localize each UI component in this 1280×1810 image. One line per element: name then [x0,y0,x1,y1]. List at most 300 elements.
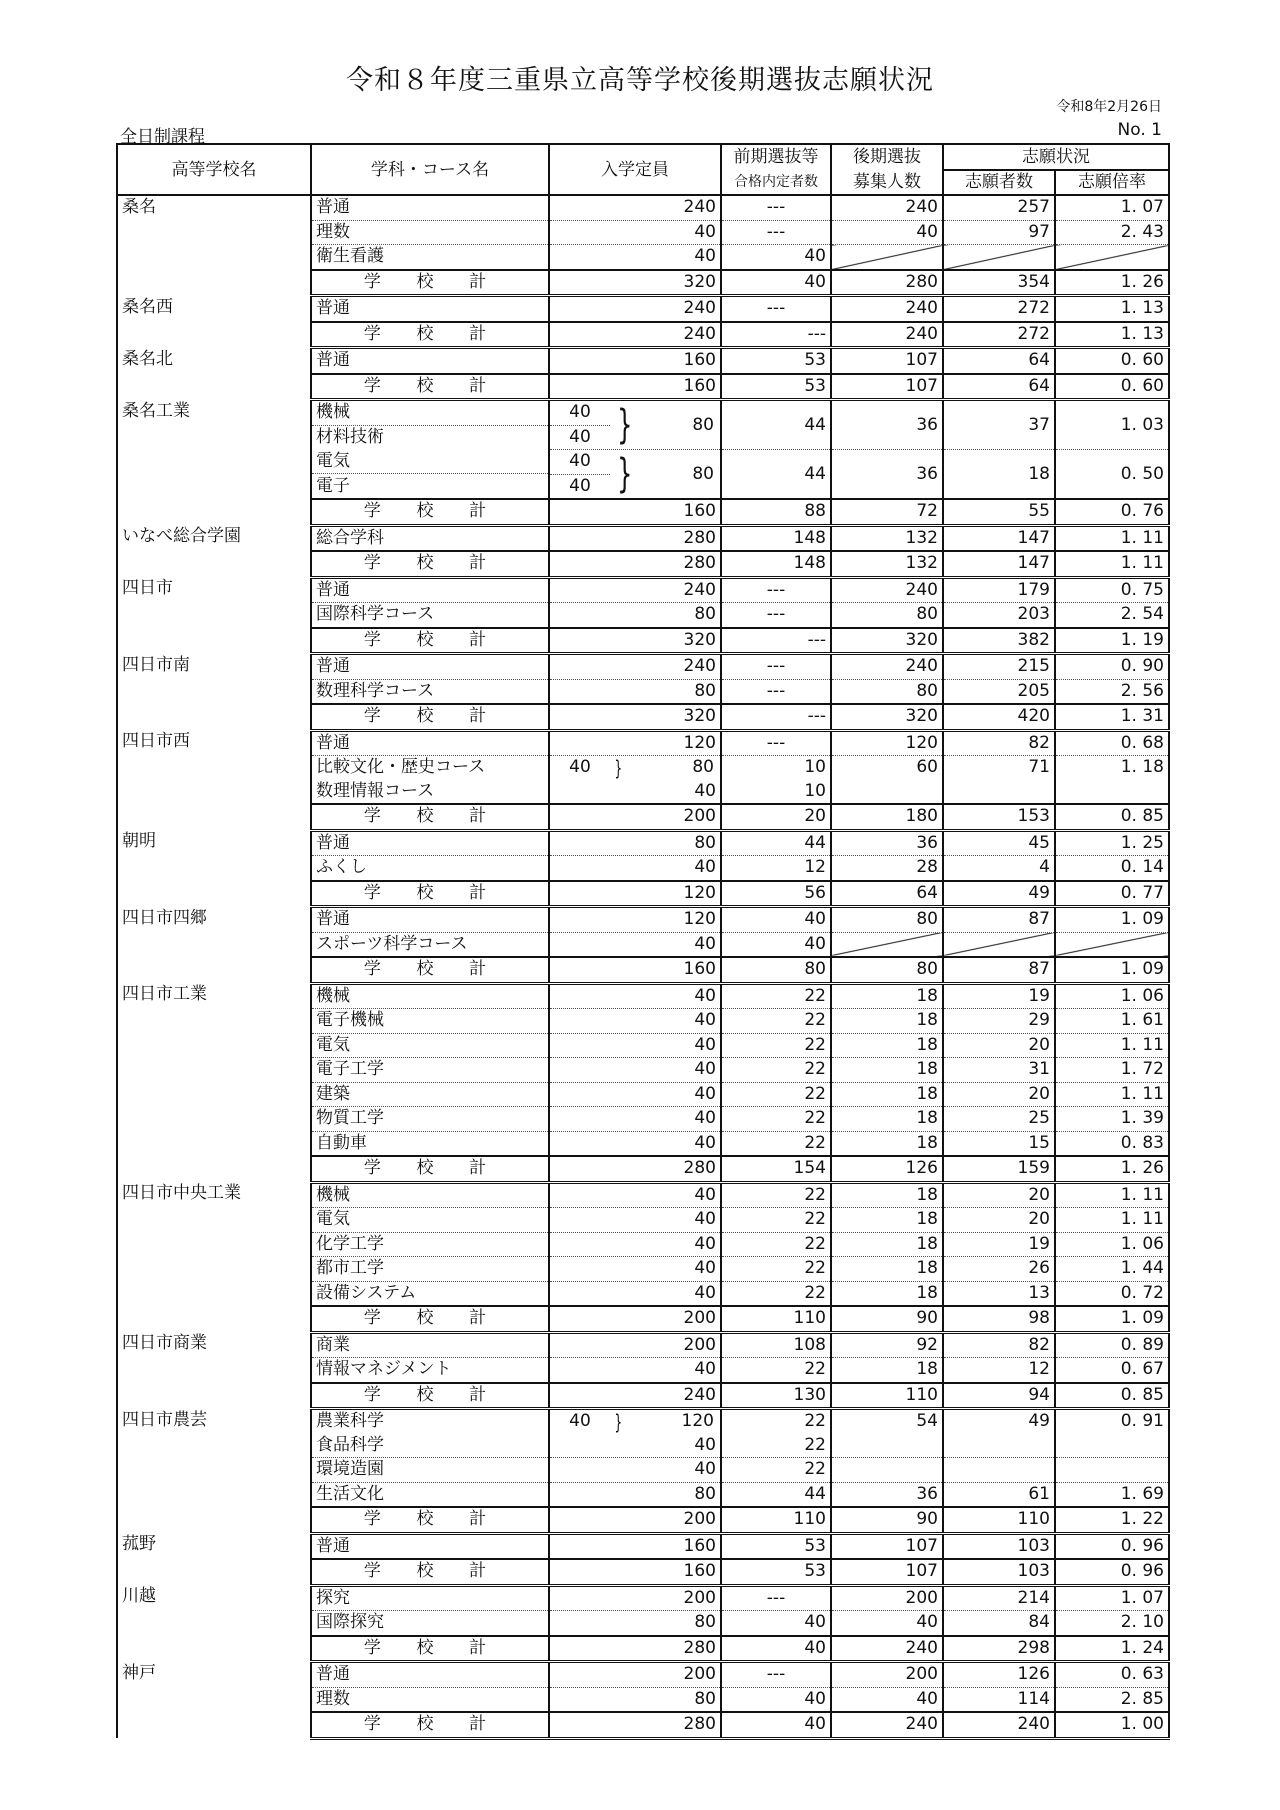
ratio: 1. 11 [1055,525,1169,551]
course-name: 国際科学コース [311,603,549,628]
capacity: 40 [549,1232,721,1257]
applicants: 64 [943,374,1055,400]
course-name: 比較文化・歴史コース [311,756,549,780]
applicants: 103 [943,1559,1055,1585]
course-name: 普通 [311,907,549,933]
late-quota [831,1458,943,1483]
school-name: 川越 [117,1585,311,1662]
ratio: 1. 31 [1055,704,1169,730]
ratio: 1. 11 [1055,1033,1169,1058]
early-admitted: 148 [721,525,831,551]
table-row [117,983,1169,1009]
early-admitted: 22 [721,1033,831,1058]
early-admitted: 22 [721,1358,831,1383]
group-capacity: 80 [692,414,714,435]
ratio: 1. 13 [1055,322,1169,348]
total-label [311,704,549,730]
total-label-char: 校 [416,1561,434,1582]
course-name: 環境造園 [311,1458,549,1483]
capacity: 240 [549,296,721,322]
course-name: 普通 [311,730,549,756]
late-quota: 132 [831,551,943,577]
applicants: 82 [943,730,1055,756]
course-name: 理数 [311,220,549,245]
course-name: ふくし [311,856,549,881]
ratio: 0. 67 [1055,1358,1169,1383]
total-label-char: 計 [469,882,487,903]
table-row [117,830,1169,856]
total-label [311,1559,549,1585]
early-admitted: 10 [721,780,831,805]
late-quota: 80 [831,907,943,933]
ratio: 2. 10 [1055,1611,1169,1636]
school-name: 菰野 [117,1533,311,1585]
applicants: 147 [943,551,1055,577]
late-quota: 107 [831,348,943,374]
late-quota [831,1434,943,1458]
capacity: 240 [549,654,721,680]
ratio: 0. 89 [1055,1332,1169,1358]
total-label-char: 校 [416,1384,434,1405]
early-admitted: 22 [721,1082,831,1107]
applicants: 29 [943,1009,1055,1034]
applicants: 49 [943,1409,1055,1434]
early-admitted: --- [721,603,831,628]
capacity-group [549,450,721,500]
applicants [943,932,1055,957]
ratio: 1. 69 [1055,1482,1169,1507]
ratio: 0. 76 [1055,499,1169,525]
total-label-char: 学 [363,1561,381,1582]
applicants: 94 [943,1383,1055,1409]
late-quota: 40 [831,1611,943,1636]
course-name: 食品科学 [311,1434,549,1458]
applicants [943,245,1055,270]
late-quota: 18 [831,1131,943,1156]
ratio: 0. 68 [1055,730,1169,756]
course-name: 電子工学 [311,1058,549,1083]
late-quota [831,780,943,805]
applicants: 205 [943,679,1055,704]
late-quota: 36 [831,830,943,856]
late-quota: 36 [831,1482,943,1507]
school-name: いなべ総合学園 [117,525,311,577]
ratio: 1. 18 [1055,756,1169,780]
ratio: 0. 96 [1055,1559,1169,1585]
early-admitted: 22 [721,1257,831,1282]
late-quota: 107 [831,374,943,400]
late-quota: 36 [831,400,943,450]
early-admitted: 22 [721,1458,831,1483]
ratio: 1. 07 [1055,1585,1169,1611]
late-quota: 90 [831,1306,943,1332]
capacity-group [549,400,721,450]
applicants: 45 [943,830,1055,856]
table-row [117,654,1169,680]
ratio: 1. 44 [1055,1257,1169,1282]
ratio: 0. 75 [1055,577,1169,603]
late-quota: 132 [831,525,943,551]
late-quota: 28 [831,856,943,881]
report-date: 令和8年2月26日 [1056,99,1162,115]
early-admitted: 40 [721,907,831,933]
late-quota: 40 [831,1687,943,1712]
late-quota [831,932,943,957]
capacity: 40 [549,245,721,270]
school-name: 桑名西 [117,296,311,348]
applicants: 64 [943,348,1055,374]
total-label-char: 計 [469,1308,487,1329]
applicants: 4 [943,856,1055,881]
early-admitted: 22 [721,983,831,1009]
late-quota: 80 [831,679,943,704]
capacity: 160 [549,957,721,983]
early-admitted: --- [721,1662,831,1688]
total-label-char: 学 [363,959,381,980]
capacity: 40 [549,220,721,245]
late-quota: 240 [831,296,943,322]
school-name: 四日市農芸 [117,1409,311,1534]
late-quota: 90 [831,1507,943,1533]
capacity: 320 [549,704,721,730]
course-name: 設備システム [311,1281,549,1306]
table-row [117,195,1169,220]
page-title: 令和８年度三重県立高等学校後期選抜志願状況 [346,65,934,96]
total-label-char: 学 [363,1308,381,1329]
applicants: 215 [943,654,1055,680]
total-label-char: 校 [416,501,434,522]
early-admitted: 53 [721,348,831,374]
applicants: 126 [943,1662,1055,1688]
late-quota: 180 [831,804,943,830]
total-label-char: 校 [416,1637,434,1658]
header-early-1: 前期選抜等 [721,144,831,170]
early-admitted: 22 [721,1182,831,1208]
ratio: 1. 13 [1055,296,1169,322]
total-label-char: 校 [416,706,434,727]
early-admitted: --- [721,679,831,704]
early-admitted: --- [721,654,831,680]
total-label-char: 学 [363,706,381,727]
applicants: 20 [943,1082,1055,1107]
ratio: 1. 11 [1055,1182,1169,1208]
early-admitted: 22 [721,1058,831,1083]
late-quota: 240 [831,195,943,220]
course-name: 普通 [311,1533,549,1559]
capacity: 80 [549,1482,721,1507]
total-label-char: 校 [416,806,434,827]
course-name: 普通 [311,830,549,856]
capacity: 40 [549,1434,721,1458]
total-label-char: 学 [363,501,381,522]
late-quota: 54 [831,1409,943,1434]
applicants: 153 [943,804,1055,830]
capacity: 280 [549,525,721,551]
ratio: 0. 77 [1055,881,1169,907]
table-row [117,1332,1169,1358]
course-name: 電気 [311,1208,549,1233]
header-status: 志願状況 [943,144,1169,170]
applicants: 147 [943,525,1055,551]
total-label-char: 計 [469,501,487,522]
total-label-char: 計 [469,806,487,827]
total-label [311,1156,549,1182]
capacity: 240 [549,1383,721,1409]
capacity: 40 [549,1033,721,1058]
ratio: 1. 26 [1055,1156,1169,1182]
school-name: 四日市四郷 [117,907,311,984]
ratio: 1. 72 [1055,1058,1169,1083]
course-name: 理数 [311,1687,549,1712]
ratio: 0. 63 [1055,1662,1169,1688]
applicants: 13 [943,1281,1055,1306]
early-admitted: --- [721,195,831,220]
ratio: 2. 85 [1055,1687,1169,1712]
total-label-char: 計 [469,706,487,727]
total-label [311,1636,549,1662]
course-name: 数理情報コース [311,780,549,805]
late-quota: 60 [831,756,943,780]
applicants: 240 [943,1712,1055,1738]
applicants: 25 [943,1107,1055,1132]
total-label-char: 学 [363,1714,381,1735]
ratio [1055,1458,1169,1483]
early-admitted: 12 [721,856,831,881]
course-name: 電子 [311,474,549,499]
school-name: 桑名工業 [117,400,311,526]
early-admitted: 110 [721,1507,831,1533]
total-label [311,1712,549,1738]
capacity: 80 [549,830,721,856]
applicants: 61 [943,1482,1055,1507]
ratio: 0. 90 [1055,654,1169,680]
applicants: 103 [943,1533,1055,1559]
header-school: 高等学校名 [117,144,311,195]
capacity: 120 [549,730,721,756]
ratio: 0. 96 [1055,1533,1169,1559]
course-name: 電気 [311,450,549,474]
capacity: 120 [549,907,721,933]
early-admitted: 22 [721,1281,831,1306]
course-name: 建築 [311,1082,549,1107]
ratio: 2. 43 [1055,220,1169,245]
early-admitted: --- [721,730,831,756]
applicants: 110 [943,1507,1055,1533]
early-admitted: 22 [721,1409,831,1434]
applicants: 87 [943,907,1055,933]
ratio: 1. 24 [1055,1636,1169,1662]
school-name: 四日市南 [117,654,311,731]
early-admitted: 40 [721,1611,831,1636]
capacity: 280 [549,1712,721,1738]
sub-capacity: 40 [569,475,591,496]
total-label-char: 学 [363,1637,381,1658]
capacity: 160 [549,1533,721,1559]
applicants: 214 [943,1585,1055,1611]
total-label-char: 学 [363,882,381,903]
total-label-char: 校 [416,1308,434,1329]
early-admitted: --- [721,628,831,654]
applicants: 82 [943,1332,1055,1358]
ratio: 0. 85 [1055,1383,1169,1409]
total-label [311,374,549,400]
applicants: 97 [943,220,1055,245]
applicants: 19 [943,1232,1055,1257]
applicants: 87 [943,957,1055,983]
total-label-char: 学 [363,1509,381,1530]
total-label-char: 校 [416,882,434,903]
applicants: 12 [943,1358,1055,1383]
applicants [943,1458,1055,1483]
applicants: 354 [943,270,1055,296]
ratio: 1. 09 [1055,1306,1169,1332]
ratio: 1. 09 [1055,957,1169,983]
course-name: 普通 [311,577,549,603]
school-name: 神戸 [117,1662,311,1739]
ratio: 1. 09 [1055,907,1169,933]
late-quota: 18 [831,1208,943,1233]
applicants: 272 [943,322,1055,348]
early-admitted: 40 [721,1636,831,1662]
applicants: 114 [943,1687,1055,1712]
course-name: 普通 [311,348,549,374]
ratio: 1. 11 [1055,1208,1169,1233]
applicants: 18 [943,450,1055,500]
late-quota: 72 [831,499,943,525]
capacity: 40 [549,1082,721,1107]
ratio [1055,245,1169,270]
total-label [311,628,549,654]
ratio: 0. 60 [1055,374,1169,400]
total-label-char: 校 [416,271,434,292]
course-name: 普通 [311,654,549,680]
capacity: 160 [549,1559,721,1585]
ratio: 0. 72 [1055,1281,1169,1306]
course-name: 電気 [311,1033,549,1058]
early-admitted: 88 [721,499,831,525]
ratio: 0. 50 [1055,450,1169,500]
school-name: 朝明 [117,830,311,907]
total-label-char: 校 [416,553,434,574]
early-admitted: 44 [721,400,831,450]
capacity: 40 [549,1281,721,1306]
course-name: 自動車 [311,1131,549,1156]
brace-icon: } [617,451,633,497]
applicants: 26 [943,1257,1055,1282]
school-name: 四日市西 [117,730,311,830]
capacity: 280 [549,1636,721,1662]
ratio: 2. 56 [1055,679,1169,704]
total-label [311,1507,549,1533]
early-admitted: --- [721,220,831,245]
capacity: 160 [549,348,721,374]
capacity: 280 [549,551,721,577]
ratio: 1. 06 [1055,1232,1169,1257]
course-name: 電子機械 [311,1009,549,1034]
capacity-group [549,756,721,780]
applicants: 159 [943,1156,1055,1182]
total-label [311,551,549,577]
table-row [117,730,1169,756]
capacity: 200 [549,1585,721,1611]
total-label [311,322,549,348]
total-label-char: 計 [469,271,487,292]
late-quota: 18 [831,983,943,1009]
capacity: 40 [549,1257,721,1282]
total-label-char: 学 [363,323,381,344]
total-label [311,499,549,525]
late-quota: 280 [831,270,943,296]
course-name: 機械 [311,1182,549,1208]
header-capacity: 入学定員 [549,144,721,195]
early-admitted: --- [721,577,831,603]
applicants: 257 [943,195,1055,220]
table-row [117,577,1169,603]
late-quota: 107 [831,1533,943,1559]
total-label-char: 校 [416,629,434,650]
total-label [311,1306,549,1332]
applicants: 15 [943,1131,1055,1156]
ratio: 1. 11 [1055,551,1169,577]
total-label-char: 校 [416,1158,434,1179]
total-label-char: 校 [416,1714,434,1735]
early-admitted: 53 [721,374,831,400]
applicants: 37 [943,400,1055,450]
capacity: 240 [549,577,721,603]
table-row [117,907,1169,933]
header-early-2: 合格内定者数 [721,170,831,196]
course-name: 探究 [311,1585,549,1611]
course-name: 機械 [311,400,549,426]
total-label-char: 計 [469,1561,487,1582]
early-admitted: --- [721,322,831,348]
late-quota: 320 [831,704,943,730]
total-label-char: 計 [469,1714,487,1735]
course-name: 化学工学 [311,1232,549,1257]
early-admitted: 148 [721,551,831,577]
total-label-char: 学 [363,629,381,650]
late-quota: 18 [831,1358,943,1383]
total-label-char: 学 [363,271,381,292]
course-name: 物質工学 [311,1107,549,1132]
late-quota: 92 [831,1332,943,1358]
total-label-char: 学 [363,806,381,827]
early-admitted: 40 [721,245,831,270]
capacity: 40 [549,1182,721,1208]
course-name: 数理科学コース [311,679,549,704]
course-name: 国際探究 [311,1611,549,1636]
ratio: 1. 19 [1055,628,1169,654]
applicants: 382 [943,628,1055,654]
ratio: 0. 83 [1055,1131,1169,1156]
capacity: 40 [549,1131,721,1156]
capacity: 120 [549,881,721,907]
early-admitted: 10 [721,756,831,780]
late-quota: 80 [831,957,943,983]
late-quota: 18 [831,1058,943,1083]
table-row [117,400,1169,426]
capacity: 80 [549,679,721,704]
total-label-char: 計 [469,629,487,650]
applicants: 179 [943,577,1055,603]
total-label [311,270,549,296]
capacity: 240 [549,195,721,220]
school-name: 四日市商業 [117,1332,311,1409]
capacity: 320 [549,270,721,296]
table-row [117,1533,1169,1559]
capacity: 40 [549,856,721,881]
ratio: 1. 61 [1055,1009,1169,1034]
